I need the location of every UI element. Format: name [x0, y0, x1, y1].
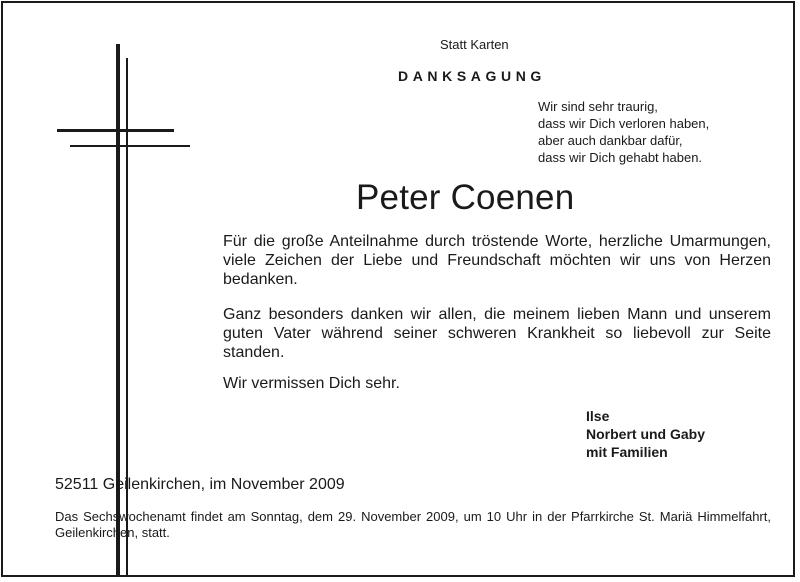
signer-line: Norbert und Gaby — [586, 426, 706, 442]
deceased-name: Peter Coenen — [356, 178, 575, 217]
poem-line: dass wir Dich verloren haben, — [538, 116, 710, 131]
thanks-paragraph-special: Ganz besonders danken wir allen, die meinem lieben Mann und unserem guten Vater während seiner schweren Krankheit so liebevoll zur Seite standen. — [223, 306, 771, 361]
signer-line: Ilse — [586, 408, 610, 424]
signer-line: mit Familien — [586, 444, 668, 460]
poem-block — [538, 98, 709, 166]
poem-line: dass wir Dich gehabt haben. — [538, 150, 703, 165]
place-date: 52511 Geilenkirchen, im November 2009 — [55, 476, 345, 493]
poem-line: Wir sind sehr traurig, — [538, 99, 658, 114]
thanks-paragraph: Für die große Anteilnahme durch tröstende Worte, herzliche Umarmungen, viele Zeichen der Liebe und Freundschaft möchten wir uns von Herzen bedanken. — [223, 233, 771, 288]
statt-karten-label: Statt Karten — [440, 37, 509, 52]
poem-line: aber auch dankbar dafür, — [538, 133, 683, 148]
signers-block — [586, 407, 705, 461]
closing-line: Wir vermissen Dich sehr. — [223, 375, 400, 392]
service-announcement: Das Sechswochenamt findet am Sonntag, dem 29. November 2009, um 10 Uhr in der Pfarrkirche St. Mariä Himmelfahrt, Geilenkirchen, statt. — [55, 509, 771, 540]
notice-title: DANKSAGUNG — [398, 68, 546, 84]
